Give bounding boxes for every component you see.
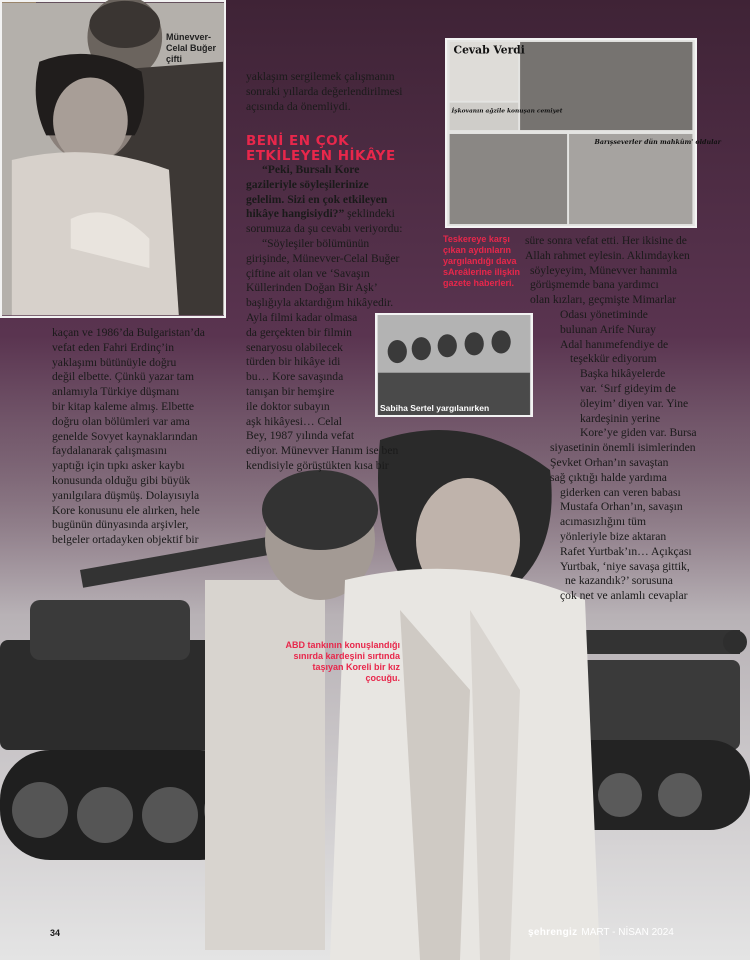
text-line: belgeler ortadayken objektif bir [52, 533, 199, 547]
text-line: türden bir hikâye idi [246, 355, 341, 369]
text-line: gazileriyle söyleşilerinize [246, 177, 369, 191]
text-line: yanılgılara düşmüş. Dolayısıyla [52, 488, 200, 502]
text-line: kaçan ve 1986’da Bulgaristan’da [52, 326, 205, 339]
text-line: Kore’ye giden var. Bursa [580, 426, 697, 440]
text-line: bu… Kore savaşında [246, 370, 344, 384]
text-line: acımasızlığını tüm [560, 515, 646, 529]
korean-girl-caption: ABD tankının konuşlandığı sınırda kardeşini sırtında taşıyan Koreli bir kız çocuğu. [285, 640, 400, 683]
newspaper-caption: Teskereye karşı çıkan aydınların yargılandığı dava sAreâlerine ilişkin gazete haberleri. [443, 234, 521, 288]
text-line: sonraki yıllarda değerlendirilmesi [246, 85, 403, 98]
news-header-left: Cevab Verdi [453, 43, 525, 57]
sabiha-caption: Sabiha Sertel yargılanırken [380, 403, 490, 413]
text-line: öleyim’ diyen var. Yine [580, 396, 689, 410]
text-line: yönleriyle bize aktaran [560, 530, 667, 543]
text-line: “Peki, Bursalı Kore [262, 163, 360, 176]
text-line: sağ çıktığı halde yardıma [550, 470, 667, 484]
text-line: siyasetinin önemli isimlerinden [550, 441, 696, 455]
text-line: ediyor. Münevver Hanım ise ben [246, 444, 399, 458]
text-line: Odası yönetiminde [560, 308, 648, 321]
text-line: değil elbette. Çünkü yazar tam [52, 370, 194, 384]
text-bold: hikâye hangisiydi?” [246, 207, 345, 221]
text-regular: şeklindeki [344, 207, 395, 221]
text-line: olan kızları, geçmişte Mimarlar [530, 293, 677, 307]
newspaper-clipping-photo [445, 38, 722, 228]
sabiha-trial-photo [375, 313, 533, 417]
couple-caption: Münevver-Celal Buğer çifti [166, 32, 217, 64]
text-line: Şevket Orhan’ın savaştan [550, 456, 669, 469]
footer-magazine [528, 927, 674, 938]
text-line: ile doktor subayın [246, 399, 330, 413]
section-heading [246, 134, 406, 164]
heading-line-2: ETKİLEYEN HİKÂYE [246, 148, 396, 164]
text-line: da gerçekten bir filmin [246, 325, 352, 339]
news-header-right: Barışseverler dün mahkûm' oldular [594, 138, 722, 146]
text-line: faydalanarak çalışmasını [52, 444, 167, 458]
text-line: aşk hikâyesi… Celal [246, 414, 342, 428]
text-line: yaklaşım sergilemek çalışmanın [246, 70, 395, 83]
text-line: giderken can veren babası [560, 485, 681, 499]
text-line: tanışan bir hemşire [246, 385, 335, 398]
text-line: vefat eden Fahri Erdinç’in [52, 340, 175, 354]
text-line: bir kitap kaleme almış. Elbette [52, 400, 194, 413]
text-line: Allah rahmet eylesin. Aklımdayken [525, 248, 690, 262]
text-line: yaklaşımı bütünüyle doğru [52, 355, 177, 369]
text-line: başlığıyla aktardığım hikâyedir. [246, 296, 394, 310]
issue-date: MART - NİSAN 2024 [581, 927, 674, 938]
magazine-name: şehrengiz [528, 927, 578, 938]
text-line: Adal hanımefendiye de [560, 337, 669, 351]
text-line: senaryosu olabilecek [246, 340, 343, 354]
text-line: teşekkür ediyorum [570, 352, 657, 366]
heading-line-1: BENİ EN ÇOK [246, 133, 350, 149]
text-line: yaptığı için tıpkı asker kaybı [52, 459, 185, 473]
text-line: doğru olan bölümleri var ama [52, 414, 190, 428]
text-line: Yurtbak, ‘niye savaşa gittik, [560, 559, 690, 573]
text-line: bulunan Arife Nuray [560, 322, 656, 336]
text-line: söyleyeyim, Münevver hanımla [530, 263, 678, 277]
text-line [246, 207, 395, 222]
text-line: konusunda olduğu gibi büyük [52, 474, 191, 487]
text-line: var. ‘Sırf gideyim de [580, 382, 676, 395]
text-line: Kore konusunu ele alırken, hele [52, 503, 200, 517]
text-line: açısında da önemliydi. [246, 100, 351, 113]
text-line: çiftine ait olan ve ‘Savaşın [246, 266, 370, 280]
text-line: Küllerinden Doğan Bir Aşk’ [246, 281, 378, 295]
text-line: Bey, 1987 yılında vefat [246, 429, 355, 443]
text-line: kardeşinin yerine [580, 411, 661, 425]
text-line: anlamıyla Türkiye düşmanı [52, 385, 180, 399]
text-line: çok net ve anlamlı cevaplar [560, 589, 688, 603]
text-line: Mustafa Orhan’ın, savaşın [560, 500, 683, 514]
text-line: genelde Sovyet kaynaklarından [52, 429, 198, 443]
text-line: süre sonra vefat etti. Her ikisine de [525, 234, 687, 247]
text-line: girişinde, Münevver-Celal Buğer [246, 251, 400, 265]
text-line: Başka hikâyelerde [580, 367, 666, 381]
text-line: görüşmemde bana yardımcı [530, 278, 659, 292]
text-line: gelelim. Sizi en çok etkileyen [246, 192, 388, 206]
page-number: 34 [50, 928, 61, 938]
text-line: kendisiyle görüştükten kısa bir [246, 459, 389, 472]
text-line: bugünün dünyasında arşivler, [52, 518, 189, 532]
text-line: sorumuza da şu cevabı veriyordu: [246, 222, 403, 236]
news-header-mid: İşkovanın ağzile konuşan cemiyet [451, 107, 563, 115]
text-line: Rafet Yurtbak’ın… Açıkçası [560, 544, 692, 558]
text-line: Ayla filmi kadar olmasa [246, 311, 358, 324]
text-line: “Söyleşiler bölümünün [262, 237, 370, 250]
text-line: ne kazandık?’ sorusuna [565, 574, 673, 588]
